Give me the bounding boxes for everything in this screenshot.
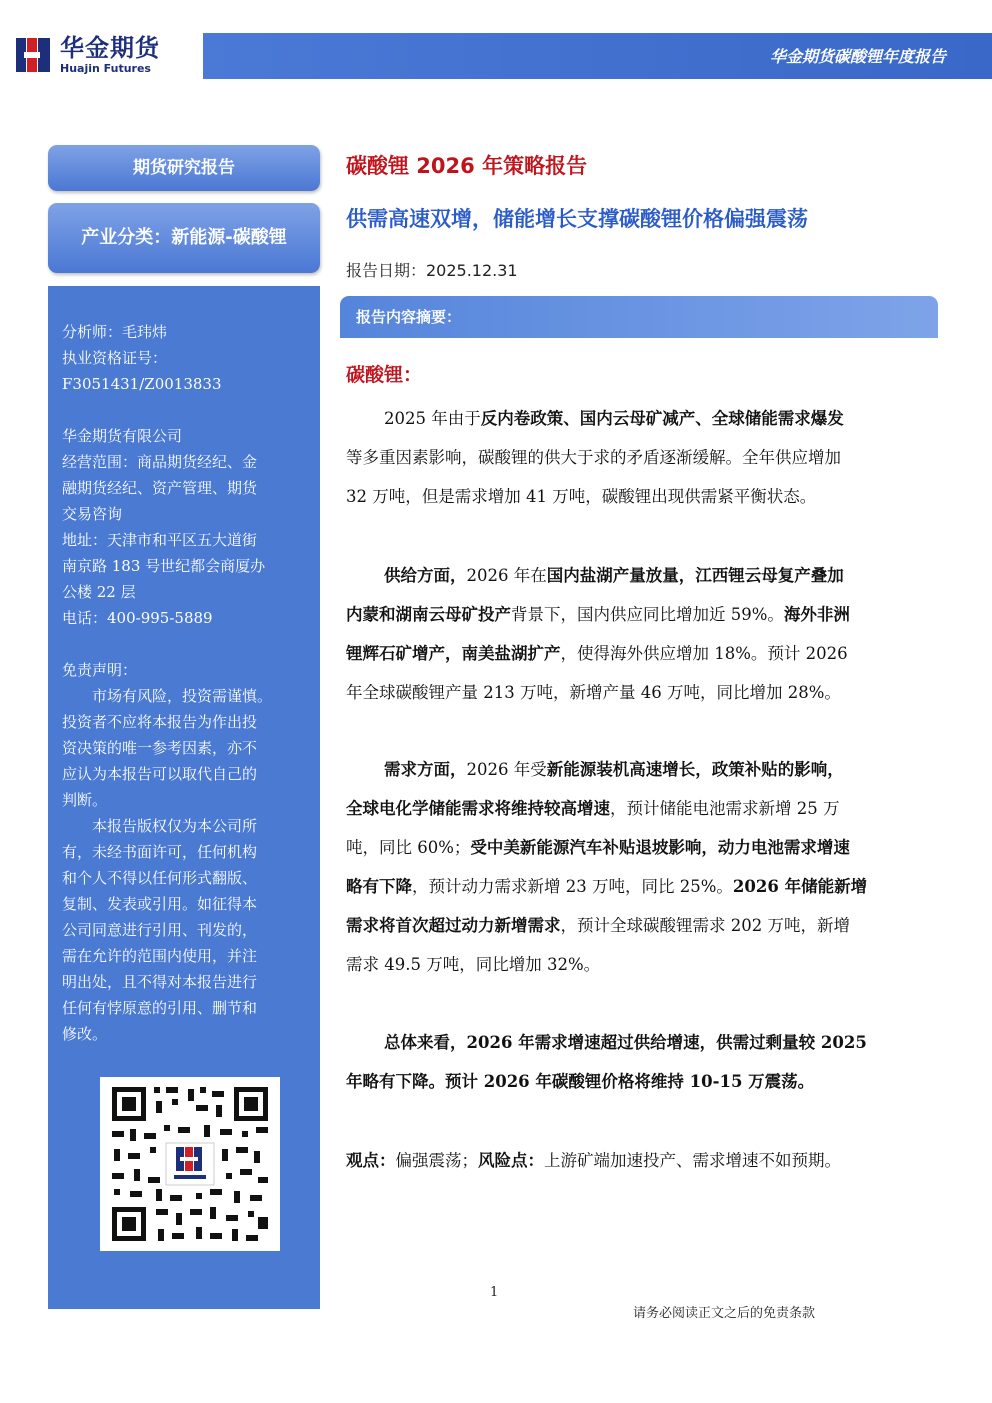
company-line: 融期货经纪、资产管理、期货 bbox=[62, 479, 258, 497]
paragraph-overview bbox=[346, 399, 940, 516]
text-run-bold: 需求方面， bbox=[384, 760, 467, 779]
phone-line: 电话：400-995-5889 bbox=[62, 609, 213, 627]
text-run-bold: 受中美新能源汽车补贴退坡影响，动力电池需求增速 bbox=[470, 838, 850, 857]
footer-disclaimer-note: 请务必阅读正文之后的免责条款 bbox=[633, 1306, 816, 1321]
analyst-line: 分析师：毛玮炜 bbox=[62, 323, 168, 341]
text-run-bold: 内蒙和湖南云母矿投产 bbox=[346, 605, 511, 624]
text-run: ，预计储能电池需求新增 25 万 bbox=[610, 799, 840, 818]
disclaimer-line: 资决策的唯一参考因素，亦不 bbox=[62, 739, 258, 757]
disclaimer-line: 投资者不应将本报告为作出投 bbox=[62, 713, 258, 731]
report-title: 碳酸锂 2026 年策略报告 bbox=[346, 154, 588, 178]
analyst-info bbox=[62, 319, 307, 397]
disclaimer bbox=[62, 657, 307, 1047]
company-line: 地址：天津市和平区五大道街 bbox=[62, 531, 258, 549]
text-run-bold: 总体来看，2026 年需求增速超过供给增速，供需过剩量较 2025 bbox=[384, 1033, 867, 1052]
text-run-bold: 年略有下降。预计 2026 年碳酸锂价格将维持 10-15 万震荡。 bbox=[346, 1072, 815, 1091]
text-run: 需求 49.5 万吨，同比增加 32%。 bbox=[346, 955, 601, 974]
text-run-bold: 反内卷政策、国内云母矿减产、全球储能需求爆发 bbox=[480, 409, 844, 428]
huajin-logo-icon bbox=[14, 36, 52, 74]
qr-code-icon bbox=[100, 1077, 280, 1251]
company-line: 经营范围：商品期货经纪、金 bbox=[62, 453, 258, 471]
report-subtitle: 供需高速双增，储能增长支撑碳酸锂价格偏强震荡 bbox=[346, 207, 808, 231]
report-date: 报告日期：2025.12.31 bbox=[346, 261, 518, 280]
text-run-bold: 全球电化学储能需求将维持较高增速 bbox=[346, 799, 610, 818]
company-line: 南京路 183 号世纪都会商厦办 bbox=[62, 557, 266, 575]
abstract-label: 报告内容摘要： bbox=[356, 308, 462, 326]
text-run-bold: 锂辉石矿增产，南美盐湖扩产 bbox=[346, 644, 561, 663]
text-run-bold: 国内盐湖产量放量，江西锂云母复产叠加 bbox=[546, 566, 844, 585]
text-run: 2026 年受 bbox=[466, 760, 547, 779]
disclaimer-line: 市场有风险，投资需谨慎。 bbox=[92, 687, 273, 705]
disclaimer-line: 需在允许的范围内使用，并注 bbox=[62, 947, 258, 965]
company-line: 交易咨询 bbox=[62, 505, 123, 523]
page-number: 1 bbox=[490, 1285, 499, 1300]
license-number: F3051431/Z0013833 bbox=[62, 375, 222, 393]
company-info bbox=[62, 423, 307, 631]
risk-text: 上游矿端加速投产、需求增速不如预期。 bbox=[544, 1151, 841, 1170]
text-run: ，预计动力需求新增 23 万吨，同比 25%。 bbox=[412, 877, 733, 896]
license-label: 执业资格证号： bbox=[62, 349, 168, 367]
text-run: ，预计全球碳酸锂需求 202 万吨，新增 bbox=[560, 916, 850, 935]
text-run: 2026 年在 bbox=[466, 566, 547, 585]
view-text: 偏强震荡； bbox=[395, 1151, 478, 1170]
disclaimer-line: 复制、发表或引用。如征得本 bbox=[62, 895, 258, 913]
paragraph-demand bbox=[346, 750, 940, 984]
risk-label: 风险点： bbox=[478, 1151, 544, 1170]
disclaimer-line: 明出处，且不得对本报告进行 bbox=[62, 973, 258, 991]
view-label: 观点： bbox=[346, 1151, 396, 1170]
disclaimer-line: 应认为本报告可以取代自己的 bbox=[62, 765, 258, 783]
text-run: ，使得海外供应增加 18%。预计 2026 bbox=[560, 644, 848, 663]
text-run-bold: 需求将首次超过动力新增需求 bbox=[346, 916, 561, 935]
section-heading: 碳酸锂： bbox=[346, 364, 423, 386]
paragraph-supply bbox=[346, 556, 940, 712]
disclaimer-line: 任何有悖原意的引用、删节和 bbox=[62, 999, 258, 1017]
text-run: 等多重因素影响，碳酸锂的供大于求的矛盾逐渐缓解。全年供应增加 bbox=[346, 448, 841, 467]
disclaimer-line: 公司同意进行引用、刊发的， bbox=[62, 921, 258, 939]
company-line: 公楼 22 层 bbox=[62, 583, 136, 601]
logo-chinese-name: 华金期货 bbox=[60, 34, 160, 62]
text-run: 背景下，国内供应同比增加近 59%。 bbox=[511, 605, 784, 624]
disclaimer-title: 免责声明： bbox=[62, 661, 138, 679]
paragraph-summary bbox=[346, 1023, 940, 1101]
logo-english-name: Huajin Futures bbox=[60, 62, 151, 75]
company-line: 华金期货有限公司 bbox=[62, 427, 183, 445]
text-run-bold: 2026 年储能新增 bbox=[732, 877, 868, 896]
text-run-bold: 海外非洲 bbox=[783, 605, 850, 624]
paragraph-view-risk bbox=[346, 1141, 940, 1180]
text-run: 吨，同比 60%； bbox=[346, 838, 471, 857]
disclaimer-line: 本报告版权仅为本公司所 bbox=[92, 817, 258, 835]
text-run-bold: 略有下降 bbox=[346, 877, 412, 896]
disclaimer-line: 有，未经书面许可，任何机构 bbox=[62, 843, 258, 861]
header-title: 华金期货碳酸锂年度报告 bbox=[769, 47, 946, 66]
disclaimer-line: 和个人不得以任何形式翻版、 bbox=[62, 869, 258, 887]
report-type-box: 期货研究报告 bbox=[48, 145, 320, 191]
text-run: 32 万吨，但是需求增加 41 万吨，碳酸锂出现供需紧平衡状态。 bbox=[346, 487, 817, 506]
text-run-bold: 供给方面， bbox=[384, 566, 467, 585]
text-run: 年全球碳酸锂产量 213 万吨，新增产量 46 万吨，同比增加 28%。 bbox=[346, 683, 841, 702]
industry-category-box: 产业分类：新能源-碳酸锂 bbox=[48, 203, 320, 273]
disclaimer-line: 修改。 bbox=[62, 1025, 108, 1043]
text-run-bold: 新能源装机高速增长，政策补贴的影响， bbox=[546, 760, 844, 779]
disclaimer-line: 判断。 bbox=[62, 791, 108, 809]
text-run: 2025 年由于 bbox=[384, 409, 481, 428]
